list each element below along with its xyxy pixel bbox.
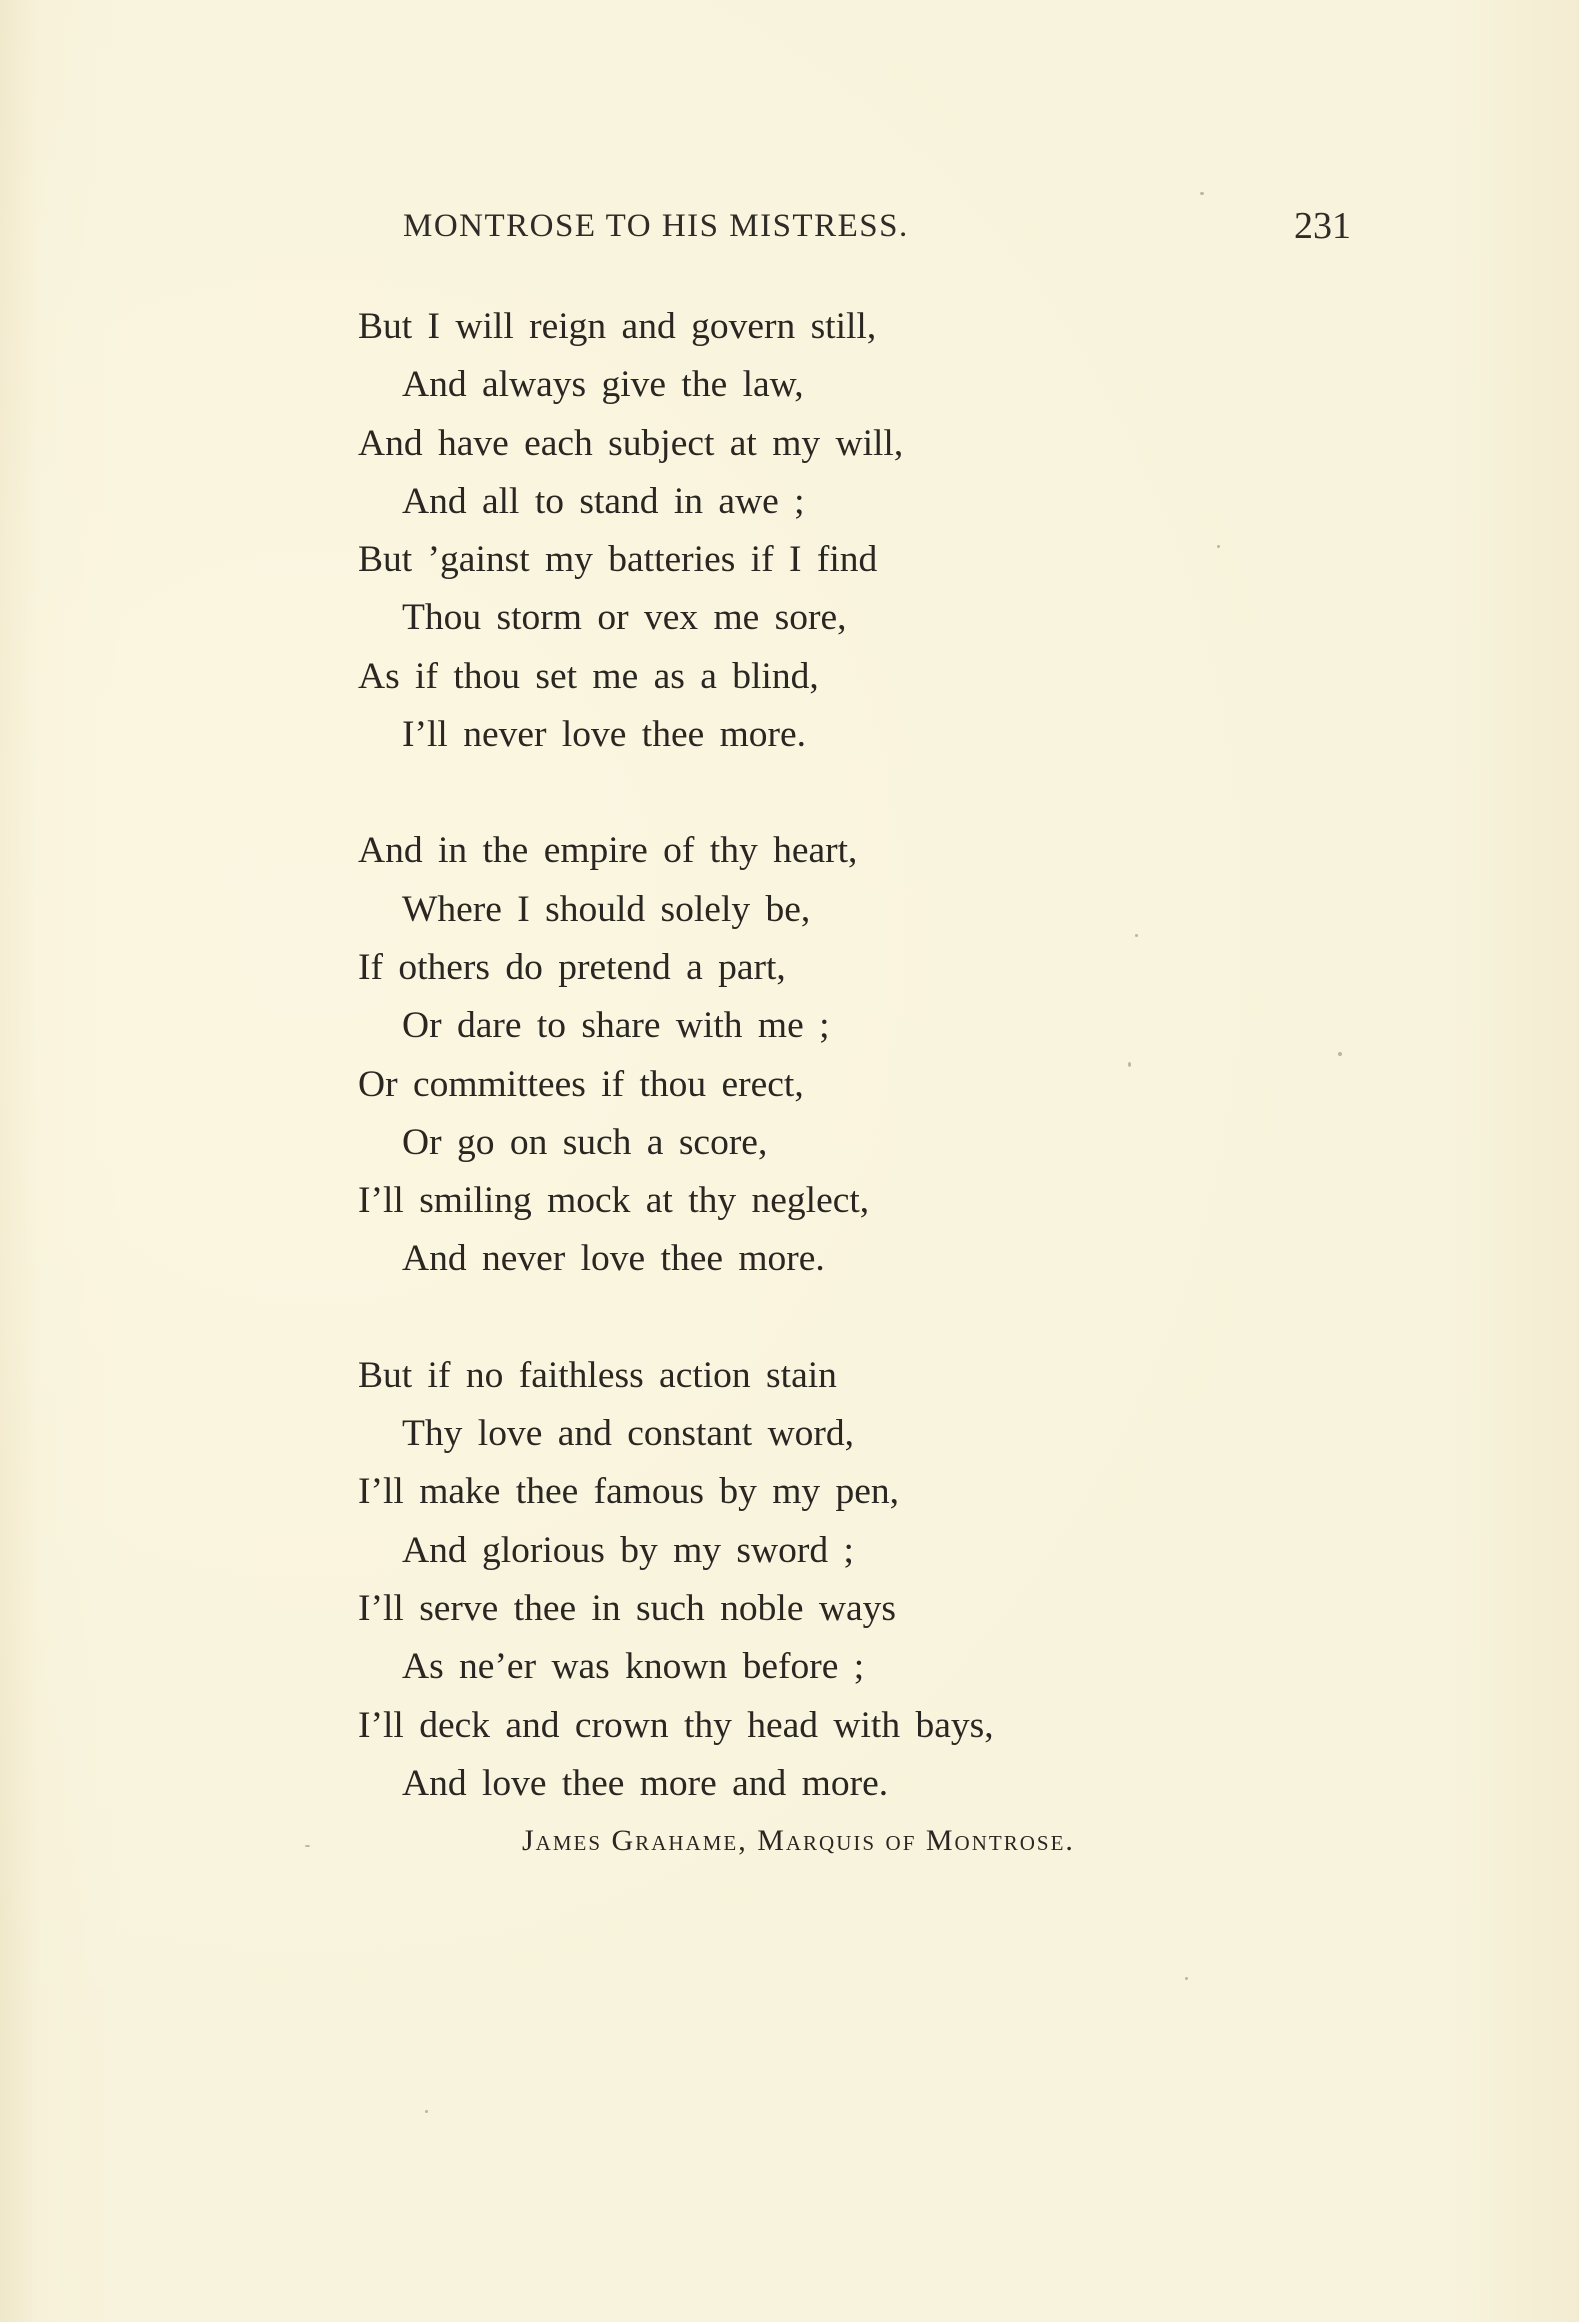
poem-line: Or dare to share with me ; <box>402 1005 830 1047</box>
page-number: 231 <box>1294 205 1351 247</box>
poem-line: And always give the law, <box>402 364 804 406</box>
paper-speck <box>1338 1052 1342 1056</box>
poem-line: And in the empire of thy heart, <box>358 830 858 872</box>
paper-speck <box>425 2110 428 2113</box>
poem-line: But if no faithless action stain <box>358 1354 837 1396</box>
paper-speck <box>1200 192 1204 195</box>
poem-line: Thou storm or vex me sore, <box>402 597 847 639</box>
poem-line: Or committees if thou erect, <box>358 1063 804 1105</box>
poem-line: And never love thee more. <box>402 1238 825 1280</box>
poem-line: Thy love and constant word, <box>402 1413 855 1455</box>
poem <box>358 298 1258 1813</box>
poem-line: I’ll deck and crown thy head with bays, <box>358 1704 994 1746</box>
paper-speck <box>1217 545 1220 548</box>
poem-line: Or go on such a score, <box>402 1121 768 1163</box>
stanza-2 <box>358 822 1258 1288</box>
poem-line: And all to stand in awe ; <box>402 480 805 522</box>
poem-line: I’ll smiling mock at thy neglect, <box>358 1180 870 1222</box>
paper-speck <box>1128 1062 1131 1067</box>
poem-line: But ’gainst my batteries if I find <box>358 539 878 581</box>
stanza-1 <box>358 298 1258 764</box>
poem-line: I’ll never love thee more. <box>402 714 807 756</box>
poem-line: And glorious by my sword ; <box>402 1529 854 1571</box>
poem-line: I’ll make thee famous by my pen, <box>358 1471 900 1513</box>
poem-line: And love thee more and more. <box>402 1762 889 1804</box>
poem-line: Where I should solely be, <box>402 888 811 930</box>
paper-speck <box>1185 1977 1188 1980</box>
paper-speck <box>1135 934 1138 937</box>
poem-line: And have each subject at my will, <box>358 422 904 464</box>
poem-line: I’ll serve thee in such noble ways <box>358 1587 896 1629</box>
poem-line: As ne’er was known before ; <box>402 1646 865 1688</box>
poem-line: If others do pretend a part, <box>358 946 786 988</box>
poem-line: As if thou set me as a blind, <box>358 655 819 697</box>
paper-speck <box>305 1845 310 1847</box>
running-title: MONTROSE TO HIS MISTRESS. <box>403 208 909 244</box>
stanza-3 <box>358 1347 1258 1813</box>
poem-line: But I will reign and govern still, <box>358 306 877 347</box>
author-attribution: James Grahame, Marquis of Montrose. <box>522 1824 1075 1857</box>
